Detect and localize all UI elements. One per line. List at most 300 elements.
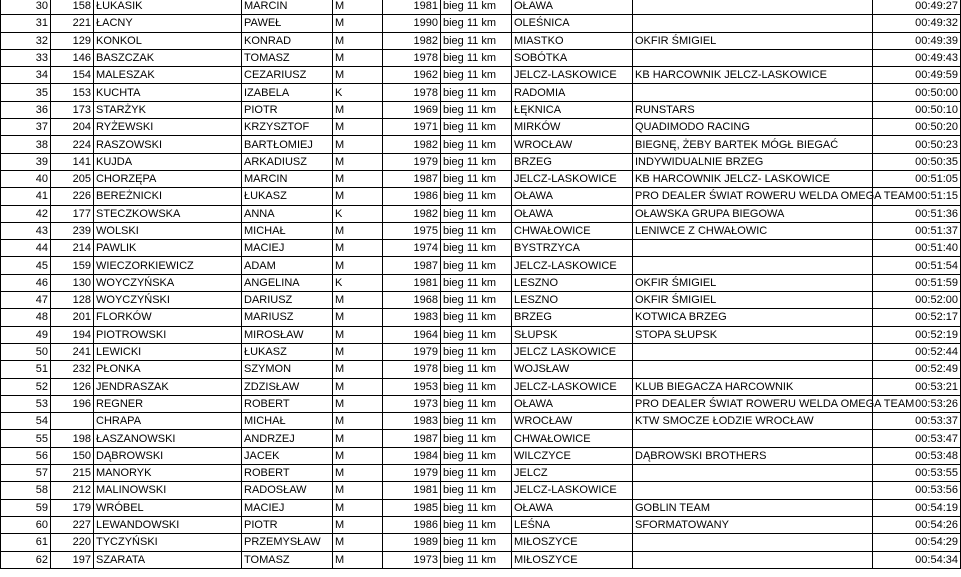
city-cell: MIRKÓW — [512, 119, 633, 136]
surname-cell: ŁASZANOWSKI — [94, 430, 242, 447]
birth-year-cell: 1971 — [383, 119, 441, 136]
place-cell: 59 — [1, 499, 51, 516]
first-name-cell: MICHAŁ — [242, 222, 333, 239]
place-cell: 36 — [1, 101, 51, 118]
city-cell: SŁUPSK — [512, 326, 633, 343]
birth-year-cell: 1981 — [383, 482, 441, 499]
distance-cell: bieg 11 km — [441, 534, 512, 551]
surname-cell: RYŻEWSKI — [94, 119, 242, 136]
first-name-cell: ADAM — [242, 257, 333, 274]
surname-cell: MANORYK — [94, 465, 242, 482]
sex-cell: M — [333, 551, 383, 568]
first-name-cell: TOMASZ — [242, 49, 333, 66]
club-cell: STOPA SŁUPSK — [633, 326, 873, 343]
place-cell: 45 — [1, 257, 51, 274]
time-cell: 00:50:23 — [873, 136, 961, 153]
distance-cell: bieg 11 km — [441, 188, 512, 205]
bib-number-cell: 220 — [51, 534, 94, 551]
table-row — [1, 499, 961, 516]
place-cell: 47 — [1, 292, 51, 309]
sex-cell: M — [333, 447, 383, 464]
first-name-cell: MACIEJ — [242, 499, 333, 516]
birth-year-cell: 1978 — [383, 84, 441, 101]
time-cell: 00:51:36 — [873, 205, 961, 222]
table-row — [1, 240, 961, 257]
time-cell: 00:51:37 — [873, 222, 961, 239]
first-name-cell: MICHAŁ — [242, 413, 333, 430]
place-cell: 51 — [1, 361, 51, 378]
city-cell: OŁAWA — [512, 395, 633, 412]
surname-cell: BASZCZAK — [94, 49, 242, 66]
sex-cell: M — [333, 499, 383, 516]
birth-year-cell: 1973 — [383, 551, 441, 568]
city-cell: LEŚNA — [512, 516, 633, 533]
table-row — [1, 378, 961, 395]
bib-number-cell: 130 — [51, 274, 94, 291]
first-name-cell: ANGELINA — [242, 274, 333, 291]
distance-cell: bieg 11 km — [441, 309, 512, 326]
time-cell: 00:53:37 — [873, 413, 961, 430]
time-cell: 00:51:59 — [873, 274, 961, 291]
birth-year-cell: 1989 — [383, 534, 441, 551]
club-cell: GOBLIN TEAM — [633, 499, 873, 516]
birth-year-cell: 1969 — [383, 101, 441, 118]
distance-cell: bieg 11 km — [441, 153, 512, 170]
place-cell: 54 — [1, 413, 51, 430]
club-cell — [633, 15, 873, 32]
table-row — [1, 222, 961, 239]
time-cell: 00:51:54 — [873, 257, 961, 274]
table-row — [1, 292, 961, 309]
surname-cell: WOYCZYŃSKI — [94, 292, 242, 309]
distance-cell: bieg 11 km — [441, 395, 512, 412]
birth-year-cell: 1982 — [383, 136, 441, 153]
surname-cell: SZARATA — [94, 551, 242, 568]
club-cell: OŁAWSKA GRUPA BIEGOWA — [633, 205, 873, 222]
bib-number-cell: 214 — [51, 240, 94, 257]
club-cell: RUNSTARS — [633, 101, 873, 118]
table-row — [1, 551, 961, 568]
table-row — [1, 32, 961, 49]
surname-cell: TYCZYŃSKI — [94, 534, 242, 551]
first-name-cell: ANDRZEJ — [242, 430, 333, 447]
distance-cell: bieg 11 km — [441, 551, 512, 568]
surname-cell: WIECZORKIEWICZ — [94, 257, 242, 274]
place-cell: 42 — [1, 205, 51, 222]
time-cell: 00:50:10 — [873, 101, 961, 118]
time-cell: 00:49:43 — [873, 49, 961, 66]
sex-cell: K — [333, 205, 383, 222]
birth-year-cell: 1985 — [383, 499, 441, 516]
sex-cell: M — [333, 465, 383, 482]
sex-cell: M — [333, 67, 383, 84]
place-cell: 60 — [1, 516, 51, 533]
city-cell: WROCŁAW — [512, 413, 633, 430]
first-name-cell: ROBERT — [242, 465, 333, 482]
sex-cell: M — [333, 413, 383, 430]
city-cell: JELCZ — [512, 465, 633, 482]
birth-year-cell: 1982 — [383, 205, 441, 222]
table-row — [1, 326, 961, 343]
place-cell: 39 — [1, 153, 51, 170]
time-cell: 00:49:39 — [873, 32, 961, 49]
city-cell: BRZEG — [512, 309, 633, 326]
city-cell: OŁAWA — [512, 0, 633, 15]
birth-year-cell: 1986 — [383, 516, 441, 533]
club-cell: DĄBROWSKI BROTHERS — [633, 447, 873, 464]
city-cell: MIASTKO — [512, 32, 633, 49]
surname-cell: WOLSKI — [94, 222, 242, 239]
distance-cell: bieg 11 km — [441, 292, 512, 309]
place-cell: 50 — [1, 343, 51, 360]
distance-cell: bieg 11 km — [441, 257, 512, 274]
birth-year-cell: 1987 — [383, 170, 441, 187]
table-row — [1, 67, 961, 84]
sex-cell: M — [333, 222, 383, 239]
place-cell: 55 — [1, 430, 51, 447]
club-cell: OKFIR ŚMIGIEL — [633, 274, 873, 291]
first-name-cell: ŁUKASZ — [242, 343, 333, 360]
club-cell: KB HARCOWNIK JELCZ-LASKOWICE — [633, 67, 873, 84]
birth-year-cell: 1964 — [383, 326, 441, 343]
time-cell: 00:53:47 — [873, 430, 961, 447]
place-cell: 35 — [1, 84, 51, 101]
club-cell — [633, 551, 873, 568]
time-cell: 00:53:56 — [873, 482, 961, 499]
place-cell: 44 — [1, 240, 51, 257]
sex-cell: K — [333, 274, 383, 291]
surname-cell: MALESZAK — [94, 67, 242, 84]
city-cell: JELCZ-LASKOWICE — [512, 378, 633, 395]
club-cell — [633, 343, 873, 360]
place-cell: 43 — [1, 222, 51, 239]
distance-cell: bieg 11 km — [441, 499, 512, 516]
first-name-cell: IZABELA — [242, 84, 333, 101]
sex-cell: M — [333, 361, 383, 378]
table-row — [1, 516, 961, 533]
city-cell: MIŁOSZYCE — [512, 534, 633, 551]
sex-cell: M — [333, 482, 383, 499]
bib-number-cell: 221 — [51, 15, 94, 32]
city-cell: JELCZ-LASKOWICE — [512, 257, 633, 274]
sex-cell: M — [333, 343, 383, 360]
sex-cell: M — [333, 170, 383, 187]
bib-number-cell: 146 — [51, 49, 94, 66]
birth-year-cell: 1983 — [383, 309, 441, 326]
table-row — [1, 257, 961, 274]
distance-cell: bieg 11 km — [441, 516, 512, 533]
club-cell: LENIWCE Z CHWAŁOWIC — [633, 222, 873, 239]
surname-cell: KUJDA — [94, 153, 242, 170]
bib-number-cell: 173 — [51, 101, 94, 118]
first-name-cell: CEZARIUSZ — [242, 67, 333, 84]
surname-cell: ŁACNY — [94, 15, 242, 32]
club-cell — [633, 84, 873, 101]
surname-cell: KONKOL — [94, 32, 242, 49]
surname-cell: PAWLIK — [94, 240, 242, 257]
table-row — [1, 15, 961, 32]
sex-cell: M — [333, 395, 383, 412]
club-cell — [633, 465, 873, 482]
club-cell — [633, 534, 873, 551]
time-cell: 00:54:26 — [873, 516, 961, 533]
city-cell: BRZEG — [512, 153, 633, 170]
time-cell: 00:49:59 — [873, 67, 961, 84]
time-cell: 00:49:27 — [873, 0, 961, 15]
first-name-cell: PRZEMYSŁAW — [242, 534, 333, 551]
sex-cell: M — [333, 534, 383, 551]
place-cell: 52 — [1, 378, 51, 395]
place-cell: 37 — [1, 119, 51, 136]
bib-number-cell: 177 — [51, 205, 94, 222]
birth-year-cell: 1978 — [383, 361, 441, 378]
time-cell: 00:51:15 — [873, 188, 961, 205]
surname-cell: RASZOWSKI — [94, 136, 242, 153]
place-cell: 62 — [1, 551, 51, 568]
first-name-cell: ŁUKASZ — [242, 188, 333, 205]
city-cell: SOBÓTKA — [512, 49, 633, 66]
table-row — [1, 205, 961, 222]
time-cell: 00:53:26 — [873, 395, 961, 412]
table-row — [1, 430, 961, 447]
bib-number-cell: 128 — [51, 292, 94, 309]
place-cell: 38 — [1, 136, 51, 153]
bib-number-cell — [51, 413, 94, 430]
club-cell: SFORMATOWANY — [633, 516, 873, 533]
birth-year-cell: 1987 — [383, 430, 441, 447]
surname-cell: JENDRASZAK — [94, 378, 242, 395]
city-cell: WROCŁAW — [512, 136, 633, 153]
bib-number-cell: 153 — [51, 84, 94, 101]
bib-number-cell: 154 — [51, 67, 94, 84]
time-cell: 00:54:29 — [873, 534, 961, 551]
club-cell — [633, 482, 873, 499]
time-cell: 00:52:49 — [873, 361, 961, 378]
bib-number-cell: 179 — [51, 499, 94, 516]
first-name-cell: MARIUSZ — [242, 309, 333, 326]
sex-cell: M — [333, 136, 383, 153]
first-name-cell: PIOTR — [242, 101, 333, 118]
table-row — [1, 447, 961, 464]
city-cell: ŁĘKNICA — [512, 101, 633, 118]
city-cell: JELCZ LASKOWICE — [512, 343, 633, 360]
place-cell: 46 — [1, 274, 51, 291]
birth-year-cell: 1962 — [383, 67, 441, 84]
time-cell: 00:50:20 — [873, 119, 961, 136]
place-cell: 32 — [1, 32, 51, 49]
club-cell — [633, 240, 873, 257]
club-cell — [633, 49, 873, 66]
sex-cell: M — [333, 240, 383, 257]
sex-cell: K — [333, 84, 383, 101]
distance-cell: bieg 11 km — [441, 32, 512, 49]
bib-number-cell: 227 — [51, 516, 94, 533]
table-row — [1, 465, 961, 482]
place-cell: 56 — [1, 447, 51, 464]
birth-year-cell: 1974 — [383, 240, 441, 257]
distance-cell: bieg 11 km — [441, 222, 512, 239]
bib-number-cell: 232 — [51, 361, 94, 378]
birth-year-cell: 1990 — [383, 15, 441, 32]
place-cell: 31 — [1, 15, 51, 32]
time-cell: 00:50:00 — [873, 84, 961, 101]
sex-cell: M — [333, 153, 383, 170]
surname-cell: PIOTROWSKI — [94, 326, 242, 343]
surname-cell: CHRAPA — [94, 413, 242, 430]
surname-cell: KUCHTA — [94, 84, 242, 101]
first-name-cell: PAWEŁ — [242, 15, 333, 32]
table-row — [1, 84, 961, 101]
club-cell: KLUB BIEGACZA HARCOWNIK — [633, 378, 873, 395]
sex-cell: M — [333, 516, 383, 533]
distance-cell: bieg 11 km — [441, 430, 512, 447]
distance-cell: bieg 11 km — [441, 413, 512, 430]
city-cell: LESZNO — [512, 292, 633, 309]
distance-cell: bieg 11 km — [441, 343, 512, 360]
city-cell: MIŁOSZYCE — [512, 551, 633, 568]
city-cell: CHWAŁOWICE — [512, 222, 633, 239]
surname-cell: WRÓBEL — [94, 499, 242, 516]
sex-cell: M — [333, 49, 383, 66]
distance-cell: bieg 11 km — [441, 361, 512, 378]
club-cell — [633, 430, 873, 447]
sex-cell: M — [333, 188, 383, 205]
sex-cell: M — [333, 378, 383, 395]
surname-cell: BEREŻNICKI — [94, 188, 242, 205]
bib-number-cell: 226 — [51, 188, 94, 205]
sex-cell: M — [333, 119, 383, 136]
birth-year-cell: 1975 — [383, 222, 441, 239]
table-row — [1, 343, 961, 360]
first-name-cell: RADOSŁAW — [242, 482, 333, 499]
time-cell: 00:53:55 — [873, 465, 961, 482]
birth-year-cell: 1953 — [383, 378, 441, 395]
place-cell: 34 — [1, 67, 51, 84]
bib-number-cell: 212 — [51, 482, 94, 499]
club-cell: KOTWICA BRZEG — [633, 309, 873, 326]
place-cell: 41 — [1, 188, 51, 205]
distance-cell: bieg 11 km — [441, 119, 512, 136]
city-cell: CHWAŁOWICE — [512, 430, 633, 447]
distance-cell: bieg 11 km — [441, 101, 512, 118]
bib-number-cell: 159 — [51, 257, 94, 274]
club-cell: OKFIR ŚMIGIEL — [633, 292, 873, 309]
distance-cell: bieg 11 km — [441, 0, 512, 15]
birth-year-cell: 1981 — [383, 0, 441, 15]
city-cell: WOJSŁAW — [512, 361, 633, 378]
bib-number-cell: 239 — [51, 222, 94, 239]
time-cell: 00:51:05 — [873, 170, 961, 187]
surname-cell: PŁONKA — [94, 361, 242, 378]
city-cell: JELCZ-LASKOWICE — [512, 482, 633, 499]
birth-year-cell: 1968 — [383, 292, 441, 309]
time-cell: 00:52:44 — [873, 343, 961, 360]
place-cell: 48 — [1, 309, 51, 326]
surname-cell: CHORZĘPA — [94, 170, 242, 187]
results-rows — [1, 0, 961, 568]
bib-number-cell: 141 — [51, 153, 94, 170]
distance-cell: bieg 11 km — [441, 378, 512, 395]
first-name-cell: ANNA — [242, 205, 333, 222]
bib-number-cell: 126 — [51, 378, 94, 395]
club-cell: OKFIR ŚMIGIEL — [633, 32, 873, 49]
table-row — [1, 395, 961, 412]
bib-number-cell: 215 — [51, 465, 94, 482]
club-cell: PRO DEALER ŚWIAT ROWERU WELDA OMEGA TEAM — [633, 188, 873, 205]
first-name-cell: MACIEJ — [242, 240, 333, 257]
club-cell — [633, 0, 873, 15]
surname-cell: REGNER — [94, 395, 242, 412]
distance-cell: bieg 11 km — [441, 465, 512, 482]
distance-cell: bieg 11 km — [441, 15, 512, 32]
first-name-cell: BARTŁOMIEJ — [242, 136, 333, 153]
time-cell: 00:51:40 — [873, 240, 961, 257]
club-cell: PRO DEALER ŚWIAT ROWERU WELDA OMEGA TEAM — [633, 395, 873, 412]
table-row — [1, 413, 961, 430]
first-name-cell: ZDZISŁAW — [242, 378, 333, 395]
city-cell: LESZNO — [512, 274, 633, 291]
birth-year-cell: 1981 — [383, 274, 441, 291]
distance-cell: bieg 11 km — [441, 84, 512, 101]
table-row — [1, 101, 961, 118]
birth-year-cell: 1984 — [383, 447, 441, 464]
bib-number-cell: 196 — [51, 395, 94, 412]
sex-cell: M — [333, 292, 383, 309]
club-cell: BIEGNĘ, ŻEBY BARTEK MÓGŁ BIEGAĆ — [633, 136, 873, 153]
bib-number-cell: 201 — [51, 309, 94, 326]
distance-cell: bieg 11 km — [441, 205, 512, 222]
sex-cell: M — [333, 309, 383, 326]
place-cell: 33 — [1, 49, 51, 66]
table-row — [1, 136, 961, 153]
table-row — [1, 274, 961, 291]
bib-number-cell: 198 — [51, 430, 94, 447]
surname-cell: DĄBROWSKI — [94, 447, 242, 464]
club-cell: KTW SMOCZE ŁODZIE WROCŁAW — [633, 413, 873, 430]
birth-year-cell: 1978 — [383, 49, 441, 66]
place-cell: 40 — [1, 170, 51, 187]
birth-year-cell: 1987 — [383, 257, 441, 274]
sex-cell: M — [333, 430, 383, 447]
bib-number-cell: 241 — [51, 343, 94, 360]
distance-cell: bieg 11 km — [441, 447, 512, 464]
surname-cell: STECZKOWSKA — [94, 205, 242, 222]
place-cell: 53 — [1, 395, 51, 412]
table-row — [1, 188, 961, 205]
city-cell: RADOMIA — [512, 84, 633, 101]
surname-cell: FLORKÓW — [94, 309, 242, 326]
time-cell: 00:52:17 — [873, 309, 961, 326]
birth-year-cell: 1979 — [383, 343, 441, 360]
sex-cell: M — [333, 257, 383, 274]
place-cell: 57 — [1, 465, 51, 482]
sex-cell: M — [333, 101, 383, 118]
birth-year-cell: 1982 — [383, 32, 441, 49]
surname-cell: STARŻYK — [94, 101, 242, 118]
first-name-cell: KRZYSZTOF — [242, 119, 333, 136]
bib-number-cell: 129 — [51, 32, 94, 49]
time-cell: 00:49:32 — [873, 15, 961, 32]
city-cell: JELCZ-LASKOWICE — [512, 170, 633, 187]
table-row — [1, 170, 961, 187]
surname-cell: MALINOWSKI — [94, 482, 242, 499]
table-row — [1, 309, 961, 326]
time-cell: 00:54:19 — [873, 499, 961, 516]
first-name-cell: ARKADIUSZ — [242, 153, 333, 170]
place-cell: 49 — [1, 326, 51, 343]
surname-cell: LEWICKI — [94, 343, 242, 360]
sex-cell: M — [333, 15, 383, 32]
